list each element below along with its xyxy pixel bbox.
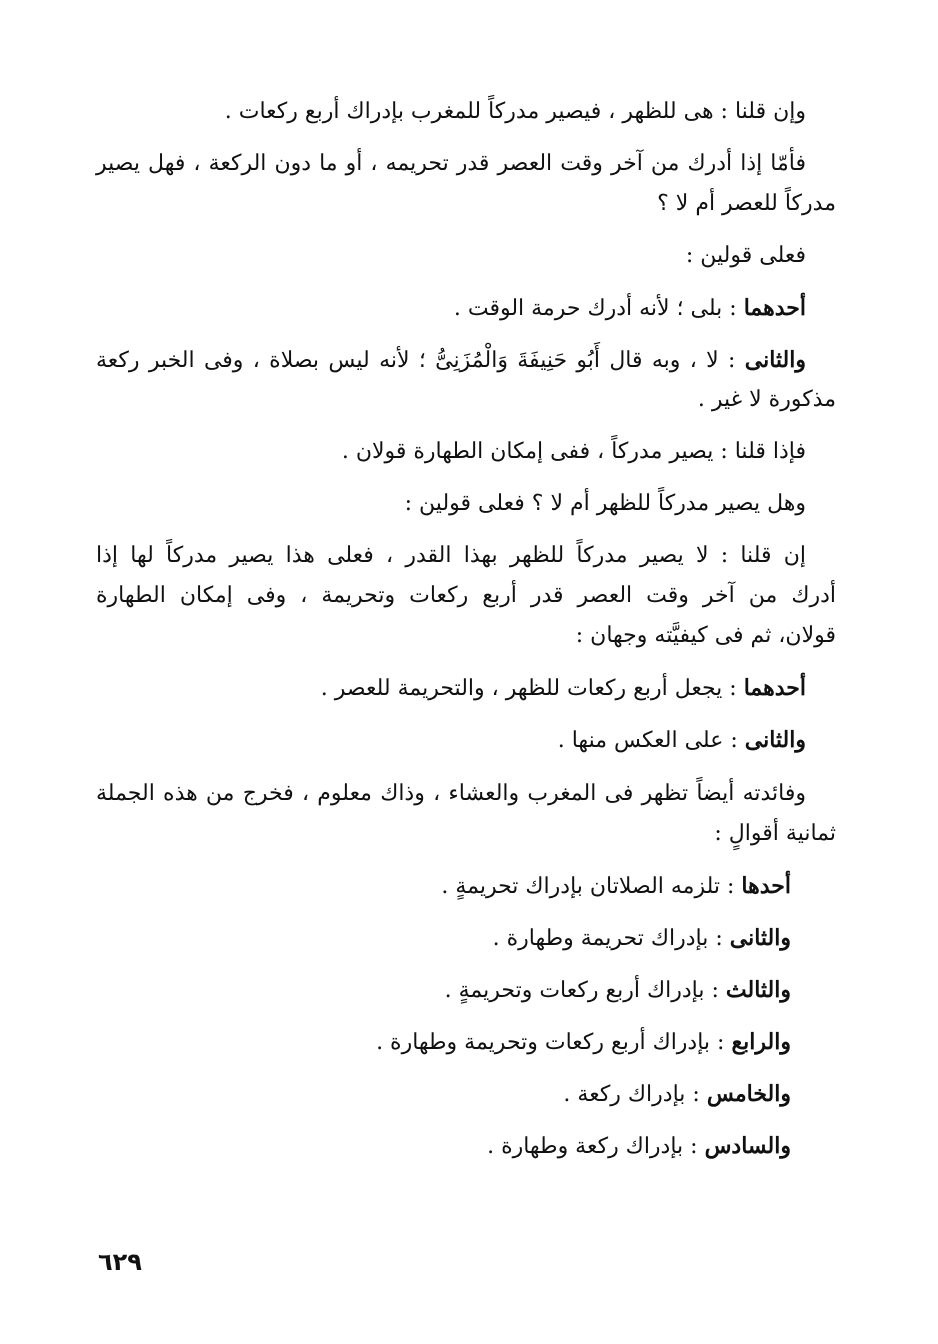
line-text: فعلى قولين : — [685, 243, 806, 268]
line-speaker: والسادس — [704, 1133, 791, 1159]
line-text: : تلزمه الصلاتان بإدراك تحريمةٍ . — [441, 874, 742, 899]
text-line — [96, 668, 836, 708]
line-text: وفائدته أيضاً تظهر فى المغرب والعشاء ، وذاك معلوم ، فخرج من هذه الجملة — [96, 781, 806, 806]
line-speaker: أحدهما — [743, 295, 806, 321]
text-line — [96, 814, 836, 854]
page-number: ٦٢٩ — [98, 1248, 142, 1276]
line-text: : على العكس منها . — [557, 728, 745, 753]
line-text: أدرك من آخر وقت العصر قدر أربع ركعات وتحريمة ، وفى إمكان الطهارة — [96, 583, 836, 608]
line-text: : بإدراك أربع ركعات وتحريمةٍ . — [444, 978, 726, 1003]
text-line — [96, 92, 836, 132]
text-line — [96, 720, 836, 760]
line-speaker: والرابع — [731, 1029, 791, 1055]
line-text: : يجعل أربع ركعات للظهر ، والتحريمة للعصر . — [320, 676, 744, 701]
line-speaker: والثانى — [744, 727, 806, 753]
line-text: : بإدراك تحريمة وطهارة . — [492, 926, 730, 951]
text-line — [96, 576, 836, 616]
line-speaker: أحدها — [741, 873, 791, 899]
line-text: : بإدراك أربع ركعات وتحريمة وطهارة . — [376, 1030, 732, 1055]
line-text: : لا ، وبه قال أَبُو حَنِيفَةَ وَالْمُزَنِىُّ ؛ لأنه ليس بصلاة ، وفى الخبر ركعة — [96, 348, 745, 373]
line-text: مدركاً للعصر أم لا ؟ — [657, 191, 836, 216]
line-text: وإن قلنا : هى للظهر ، فيصير مدركاً للمغرب بإدراك أربع ركعات . — [224, 99, 806, 124]
text-line — [96, 236, 836, 276]
text-line — [96, 184, 836, 224]
line-text: : بلى ؛ لأنه أدرك حرمة الوقت . — [453, 296, 744, 321]
text-line — [96, 288, 836, 328]
body-text — [96, 92, 836, 1166]
text-line — [96, 970, 836, 1010]
line-text: فأمّا إذا أدرك من آخر وقت العصر قدر تحريمه ، أو ما دون الركعة ، فهل يصير — [96, 151, 806, 176]
text-line — [96, 918, 836, 958]
text-line — [96, 380, 836, 420]
line-speaker: والثالث — [725, 977, 791, 1003]
text-line — [96, 432, 836, 472]
text-line — [96, 536, 836, 576]
line-speaker: أحدهما — [743, 675, 806, 701]
text-line — [96, 144, 836, 184]
text-line — [96, 616, 836, 656]
line-text: وهل يصير مدركاً للظهر أم لا ؟ فعلى قولين : — [404, 491, 806, 516]
line-text: فإذا قلنا : يصير مدركاً ، ففى إمكان الطهارة قولان . — [341, 439, 806, 464]
text-line — [96, 340, 836, 380]
line-speaker: والثانى — [744, 347, 806, 373]
line-speaker: والثانى — [729, 925, 791, 951]
text-line — [96, 774, 836, 814]
text-line — [96, 1022, 836, 1062]
text-line — [96, 1074, 836, 1114]
text-line — [96, 484, 836, 524]
line-speaker: والخامس — [706, 1081, 791, 1107]
line-text: : بإدراك ركعة . — [563, 1082, 707, 1107]
line-text: إن قلنا : لا يصير مدركاً للظهر بهذا القدر ، فعلى هذا يصير مدركاً لها إذا — [96, 543, 806, 568]
line-text: ثمانية أقوالٍ : — [714, 821, 836, 846]
line-text: مذكورة لا غير . — [697, 387, 836, 412]
line-text: : بإدراك ركعة وطهارة . — [487, 1134, 705, 1159]
text-line — [96, 1126, 836, 1166]
line-text: قولان، ثم فى كيفيَّته وجهان : — [575, 623, 836, 648]
text-line — [96, 866, 836, 906]
